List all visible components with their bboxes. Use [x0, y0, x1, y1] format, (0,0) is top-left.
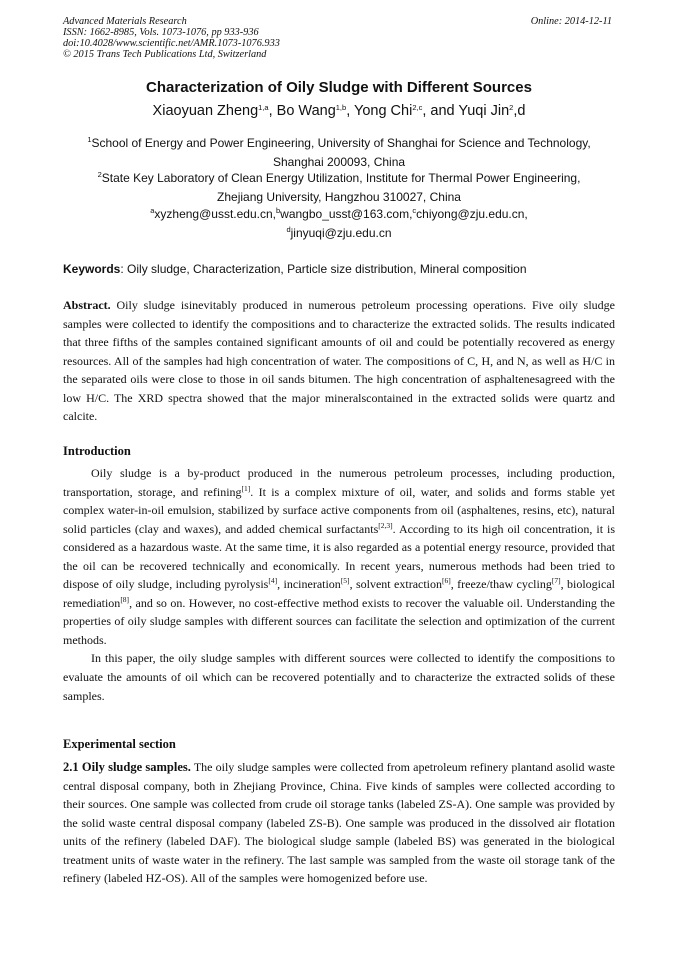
- paragraph-text: , solvent extraction: [349, 577, 443, 592]
- keywords-text: : Oily sludge, Characterization, Particle size distribution, Mineral composition: [120, 262, 527, 276]
- author-name: Bo Wang: [276, 103, 336, 119]
- citation[interactable]: [5]: [340, 576, 350, 586]
- paragraph-text: . According to its high oil concentration, it is considered as a hazardous waste. At the same time, it is also regarded as a potential energy resource, provided that the oil can be recovered technically and economically. In recent years, numerous methods had been tried to dispose of oily sludge, including pyrolysis: [63, 521, 615, 592]
- doi-line: doi:10.4028/www.scientific.net/AMR.1073-1076.933: [63, 38, 280, 49]
- paragraph-text: , biological remediation: [63, 577, 616, 610]
- introduction-heading: Introduction: [63, 444, 131, 458]
- email-sup: b: [275, 206, 281, 215]
- affiliation-text: School of Energy and Power Engineering, University of Shanghai for Science and Technology,: [91, 136, 591, 150]
- introduction-body: [63, 464, 615, 705]
- keywords-label: Keywords: [63, 262, 121, 276]
- subsection-text: The oily sludge samples were collected from apetroleum refinery plantand asolid waste central disposal company, both in Zhejiang Province, China. Five kinds of samples were collected according to their sources. One sample was collected from crude oil storage tanks (labeled ZS-A). One sample was provided by the solid waste central disposal company (labeled ZS-B). One sample was produced in the dissolved air flotation units of the refinery (labeled DAF). The biological sludge sample (labeled BS) was generated in the biological treatment units of waste water in the refinery. The last sample was sampled from the waste oil storage tank of the refinery (labeled HZ-OS). All of the samples were homogenized before use.: [63, 760, 615, 886]
- issn-line: ISSN: 1662-8985, Vols. 1073-1076, pp 933-936: [63, 27, 259, 38]
- paragraph-text: , freeze/thaw cycling: [450, 577, 552, 592]
- author-sup: 2,c: [412, 103, 423, 112]
- citation[interactable]: [6]: [442, 576, 451, 586]
- email-address[interactable]: wangbo_usst@163.com,: [280, 207, 413, 221]
- author-separator: ,: [268, 103, 277, 119]
- email-address[interactable]: jinyuqi@zju.edu.cn: [290, 225, 392, 240]
- paragraph-text: Oily sludge is a by-product produced in the numerous petroleum processes, including production, transportation, storage, and refining: [63, 466, 615, 499]
- author-sup: 2: [509, 103, 514, 112]
- citation[interactable]: [2,3]: [378, 520, 393, 530]
- author-sup: 1,b: [335, 103, 347, 112]
- email-address[interactable]: chiyong@zju.edu.cn,: [416, 207, 528, 221]
- citation[interactable]: [7]: [551, 576, 561, 586]
- citation[interactable]: [1]: [241, 483, 251, 493]
- author-name: Yong Chi: [354, 103, 413, 119]
- paper-title: Characterization of Oily Sludge with Different Sources: [146, 79, 532, 96]
- experimental-body: [63, 758, 615, 888]
- affiliation-text: Zhejiang University, Hangzhou 310027, China: [217, 189, 461, 204]
- citation[interactable]: [4]: [268, 576, 278, 586]
- email-list: [0, 205, 678, 242]
- online-date: Online: 2014-12-11: [530, 16, 612, 27]
- affiliation-sup: 1: [87, 135, 92, 144]
- email-address[interactable]: xyzheng@usst.edu.cn,: [154, 207, 276, 221]
- introduction-paragraph-2: In this paper, the oily sludge samples with different sources were collected to identify the compositions to evaluate the amounts of oil which can be recovered potentially and to characterize the extracted solids of these samples.: [63, 651, 615, 703]
- author-separator: , and: [422, 103, 459, 119]
- author-sup: 1,a: [258, 103, 269, 112]
- affiliation-text: State Key Laboratory of Clean Energy Utilization, Institute for Thermal Power Engineering,: [101, 171, 581, 185]
- author-name: Yuqi Jin: [458, 103, 510, 119]
- paragraph-text: . It is a complex mixture of oil, water, and solids and forms stable yet complex water-in-oil emulsion, stabilized by surface active components from oil (asphaltenes, resins, etc), natural solid particles (clay and waxes), and added chemical surfactants: [63, 484, 615, 536]
- experimental-heading: Experimental section: [63, 737, 176, 751]
- copyright-line: © 2015 Trans Tech Publications Ltd, Switzerland: [63, 49, 267, 60]
- paragraph-text: , incineration: [277, 577, 341, 592]
- email-sup: d: [286, 224, 291, 234]
- affiliation-2: [0, 169, 678, 206]
- paragraph-text: , and so on. However, no cost-effective method exists to recover the valuable oil. Understanding the properties of oily sludge samples with different sources can facilitate the selection and optimization of the current methods.: [63, 595, 615, 647]
- affiliation-sup: 2: [97, 170, 102, 179]
- abstract-label: Abstract.: [63, 298, 111, 312]
- author-name: Xiaoyuan Zheng: [152, 103, 259, 119]
- subsection-label: 2.1 Oily sludge samples.: [63, 760, 191, 774]
- author-list: [0, 103, 678, 119]
- journal-name: Advanced Materials Research: [63, 16, 187, 27]
- email-sup: a: [150, 206, 155, 215]
- abstract-text: Oily sludge isinevitably produced in numerous petroleum processing operations. Five oily sludge samples were collected to identify the compositions and to characterize the extracted solids. The results indicated that three fifths of the samples contained significant amounts of oil and could be potentially recovered as energy resources. All of the samples had high concentration of water. The compositions of C, H, and N, as well as H/C in the separated oils were close to those in oil sands bitumen. The high concentration of asphaltenesagreed with the low H/C. The XRD spectra showed that the major mineralscontained in the extracted solids were quartz and calcite.: [63, 298, 615, 424]
- author-tail: ,d: [513, 103, 526, 119]
- email-sup: c: [412, 206, 417, 215]
- citation[interactable]: [8]: [120, 594, 130, 604]
- author-separator: ,: [346, 103, 354, 119]
- abstract: [63, 296, 615, 426]
- introduction-paragraph-1: [63, 464, 615, 649]
- affiliation-1: [0, 134, 678, 171]
- keywords: [63, 262, 527, 276]
- affiliation-text: Shanghai 200093, China: [272, 154, 406, 169]
